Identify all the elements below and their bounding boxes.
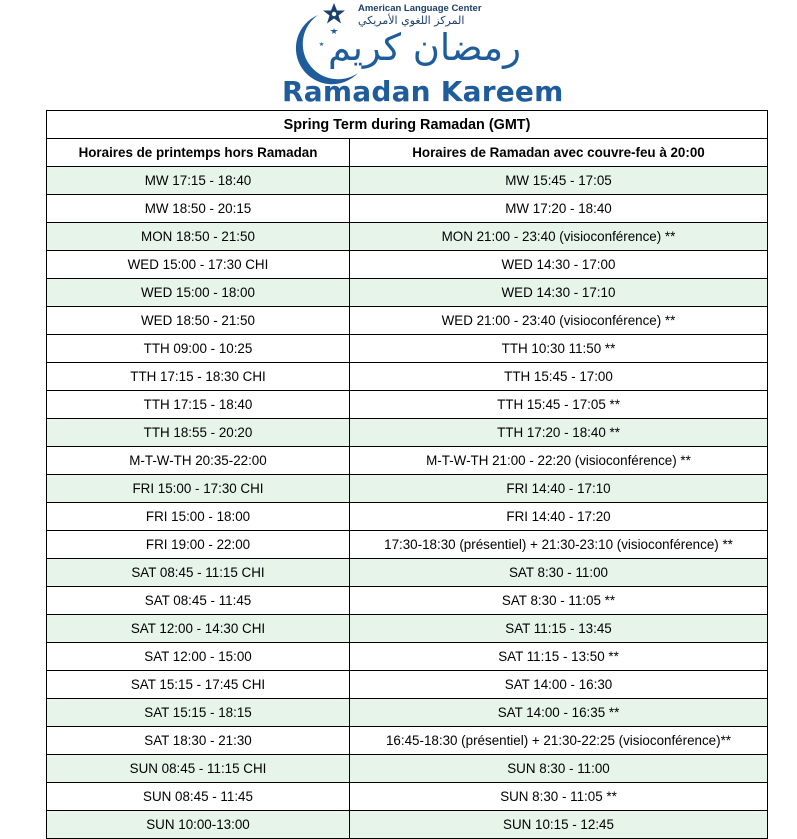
table-row <box>47 503 768 531</box>
column-header-ramadan: Horaires de Ramadan avec couvre-feu à 20:00 <box>350 139 768 167</box>
regular-schedule-cell: FRI 19:00 - 22:00 <box>47 531 350 559</box>
table-row <box>47 587 768 615</box>
ramadan-schedule-cell: SAT 14:00 - 16:35 ** <box>350 699 768 727</box>
schedule-table <box>46 110 768 839</box>
ramadan-schedule-cell: WED 21:00 - 23:40 (visioconférence) ** <box>350 307 768 335</box>
table-row <box>47 335 768 363</box>
ramadan-schedule-cell: TTH 15:45 - 17:00 <box>350 363 768 391</box>
regular-schedule-cell: SAT 12:00 - 15:00 <box>47 643 350 671</box>
regular-schedule-cell: MW 17:15 - 18:40 <box>47 167 350 195</box>
table-row <box>47 195 768 223</box>
regular-schedule-cell: WED 18:50 - 21:50 <box>47 307 350 335</box>
regular-schedule-cell: TTH 09:00 - 10:25 <box>47 335 350 363</box>
ramadan-schedule-cell: WED 14:30 - 17:00 <box>350 251 768 279</box>
ramadan-schedule-cell: FRI 14:40 - 17:10 <box>350 475 768 503</box>
table-header-row <box>47 139 768 167</box>
ramadan-schedule-cell: SUN 8:30 - 11:00 <box>350 755 768 783</box>
ramadan-schedule-cell: MW 17:20 - 18:40 <box>350 195 768 223</box>
regular-schedule-cell: SAT 08:45 - 11:45 <box>47 587 350 615</box>
ramadan-schedule-cell: 16:45-18:30 (présentiel) + 21:30-22:25 (visioconférence)** <box>350 727 768 755</box>
table-title-row <box>47 111 768 139</box>
regular-schedule-cell: SAT 08:45 - 11:15 CHI <box>47 559 350 587</box>
ramadan-schedule-cell: SAT 11:15 - 13:50 ** <box>350 643 768 671</box>
regular-schedule-cell: FRI 15:00 - 17:30 CHI <box>47 475 350 503</box>
table-row <box>47 391 768 419</box>
regular-schedule-cell: SUN 08:45 - 11:45 <box>47 783 350 811</box>
ramadan-schedule-cell: MW 15:45 - 17:05 <box>350 167 768 195</box>
ramadan-schedule-cell: SAT 14:00 - 16:30 <box>350 671 768 699</box>
regular-schedule-cell: WED 15:00 - 18:00 <box>47 279 350 307</box>
org-name-ar: المركز اللغوي الأمريكي <box>358 14 465 27</box>
table-title: Spring Term during Ramadan (GMT) <box>47 111 768 139</box>
table-row <box>47 279 768 307</box>
ramadan-schedule-cell: TTH 10:30 11:50 ** <box>350 335 768 363</box>
table-row <box>47 811 768 839</box>
ramadan-schedule-cell: SAT 8:30 - 11:05 ** <box>350 587 768 615</box>
table-row <box>47 531 768 559</box>
regular-schedule-cell: SAT 18:30 - 21:30 <box>47 727 350 755</box>
regular-schedule-cell: MON 18:50 - 21:50 <box>47 223 350 251</box>
ramadan-schedule-cell: WED 14:30 - 17:10 <box>350 279 768 307</box>
regular-schedule-cell: FRI 15:00 - 18:00 <box>47 503 350 531</box>
regular-schedule-cell: SAT 12:00 - 14:30 CHI <box>47 615 350 643</box>
table-row <box>47 251 768 279</box>
ramadan-schedule-cell: SUN 10:15 - 12:45 <box>350 811 768 839</box>
title-arabic: رمضان كريم <box>328 26 521 69</box>
ramadan-schedule-cell: 17:30-18:30 (présentiel) + 21:30-23:10 (visioconférence) ** <box>350 531 768 559</box>
table-row <box>47 559 768 587</box>
table-row <box>47 643 768 671</box>
table-row <box>47 223 768 251</box>
ramadan-schedule-cell: MON 21:00 - 23:40 (visioconférence) ** <box>350 223 768 251</box>
ramadan-schedule-cell: FRI 14:40 - 17:20 <box>350 503 768 531</box>
regular-schedule-cell: TTH 17:15 - 18:30 CHI <box>47 363 350 391</box>
ramadan-schedule-cell: SAT 8:30 - 11:00 <box>350 559 768 587</box>
title-english: Ramadan Kareem <box>282 75 564 108</box>
table-row <box>47 419 768 447</box>
table-row <box>47 363 768 391</box>
table-row <box>47 727 768 755</box>
regular-schedule-cell: M-T-W-TH 20:35-22:00 <box>47 447 350 475</box>
table-row <box>47 475 768 503</box>
ramadan-schedule-cell: TTH 15:45 - 17:05 ** <box>350 391 768 419</box>
ramadan-schedule-cell: M-T-W-TH 21:00 - 22:20 (visioconférence) ** <box>350 447 768 475</box>
ramadan-schedule-cell: TTH 17:20 - 18:40 ** <box>350 419 768 447</box>
regular-schedule-cell: TTH 18:55 - 20:20 <box>47 419 350 447</box>
regular-schedule-cell: MW 18:50 - 20:15 <box>47 195 350 223</box>
table-row <box>47 167 768 195</box>
table-row <box>47 755 768 783</box>
regular-schedule-cell: SUN 10:00-13:00 <box>47 811 350 839</box>
table-row <box>47 783 768 811</box>
table-row <box>47 671 768 699</box>
regular-schedule-cell: WED 15:00 - 17:30 CHI <box>47 251 350 279</box>
ramadan-schedule-cell: SAT 11:15 - 13:45 <box>350 615 768 643</box>
table-row <box>47 615 768 643</box>
ramadan-schedule-cell: SUN 8:30 - 11:05 ** <box>350 783 768 811</box>
ramadan-kareem-logo <box>0 0 797 110</box>
regular-schedule-cell: SUN 08:45 - 11:15 CHI <box>47 755 350 783</box>
table-row <box>47 699 768 727</box>
regular-schedule-cell: SAT 15:15 - 17:45 CHI <box>47 671 350 699</box>
column-header-regular: Horaires de printemps hors Ramadan <box>47 139 350 167</box>
regular-schedule-cell: SAT 15:15 - 18:15 <box>47 699 350 727</box>
table-row <box>47 447 768 475</box>
regular-schedule-cell: TTH 17:15 - 18:40 <box>47 391 350 419</box>
org-name-en: American Language Center <box>358 3 482 14</box>
table-row <box>47 307 768 335</box>
